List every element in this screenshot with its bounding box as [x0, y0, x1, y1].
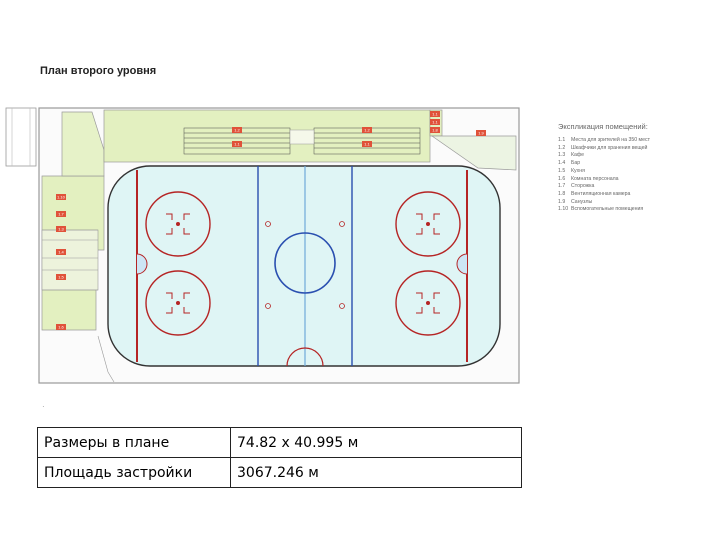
- legend-code: 1.2: [558, 144, 566, 151]
- left-rooms-band: [42, 230, 98, 290]
- legend-code: 1.7: [558, 183, 566, 190]
- left-stair-block: [6, 108, 36, 166]
- room-legend: [558, 122, 650, 214]
- small-dot-mark: ·: [42, 402, 45, 411]
- room-tag-label: 1.4: [58, 249, 64, 255]
- legend-label: Бар: [571, 160, 581, 167]
- legend-label: Вентиляционная камера: [571, 190, 631, 197]
- room-tag-label: 1.7: [58, 211, 64, 217]
- spec-label: Площадь застройки: [38, 458, 231, 488]
- room-tag-label: 1.8: [432, 127, 438, 133]
- plan-title: План второго уровня: [40, 65, 157, 77]
- room-tag-label: 1.2: [234, 127, 240, 133]
- room-tag-label: 1.1: [364, 141, 370, 147]
- legend-item: [558, 168, 650, 176]
- legend-label: Шкафчики для хранения вещей: [571, 144, 648, 151]
- table-row: [38, 428, 522, 458]
- room-tag-label: 1.9: [478, 130, 484, 136]
- legend-code: 1.6: [558, 175, 566, 182]
- legend-label: Санузлы: [571, 198, 593, 205]
- legend-item: [558, 160, 650, 168]
- legend-code: 1.1: [558, 137, 566, 143]
- legend-code: 1.8: [558, 190, 566, 197]
- room-tag-label: 1.3: [58, 226, 64, 232]
- legend-label: Кухня: [571, 167, 585, 174]
- ice-rink: [108, 166, 500, 366]
- legend-code: 1.5: [558, 167, 566, 174]
- legend-code: 1.9: [558, 198, 566, 205]
- table-row: [38, 458, 522, 488]
- spec-value: 3067.246 м: [231, 458, 522, 488]
- center-passage: [290, 130, 314, 144]
- legend-item: [558, 191, 650, 199]
- legend-label: Вспомогательные помещения: [571, 206, 644, 213]
- legend-item: [558, 183, 650, 191]
- room-tag-label: 1.1: [432, 111, 438, 117]
- room-tag-label: 1.6: [58, 324, 64, 330]
- legend-label: Сторожка: [571, 183, 595, 190]
- legend-item: [558, 152, 650, 160]
- room-tag-label: 1.1: [234, 141, 240, 147]
- legend-title: Экспликация помещений:: [558, 122, 648, 131]
- legend-code: 1.3: [558, 152, 566, 159]
- legend-label: Места для зрителей на 350 мест: [571, 137, 650, 143]
- spec-label: Размеры в плане: [38, 428, 231, 458]
- room-tag-label: 1.5: [58, 274, 64, 280]
- legend-item: [558, 199, 650, 207]
- room-tag-label: 1.10: [57, 194, 65, 200]
- legend-label: Комната персонала: [571, 175, 619, 182]
- legend-item: [558, 145, 650, 153]
- legend-label: Кафе: [571, 152, 585, 159]
- legend-item: [558, 137, 650, 145]
- room-tag-label: 1.2: [364, 127, 370, 133]
- legend-item: [558, 176, 650, 184]
- legend-item: [558, 206, 650, 214]
- spec-value: 74.82 х 40.995 м: [231, 428, 522, 458]
- specs-table: [37, 427, 522, 488]
- legend-code: 1.10: [558, 206, 569, 213]
- legend-code: 1.4: [558, 160, 566, 167]
- room-tag-label: 1.1: [432, 119, 438, 125]
